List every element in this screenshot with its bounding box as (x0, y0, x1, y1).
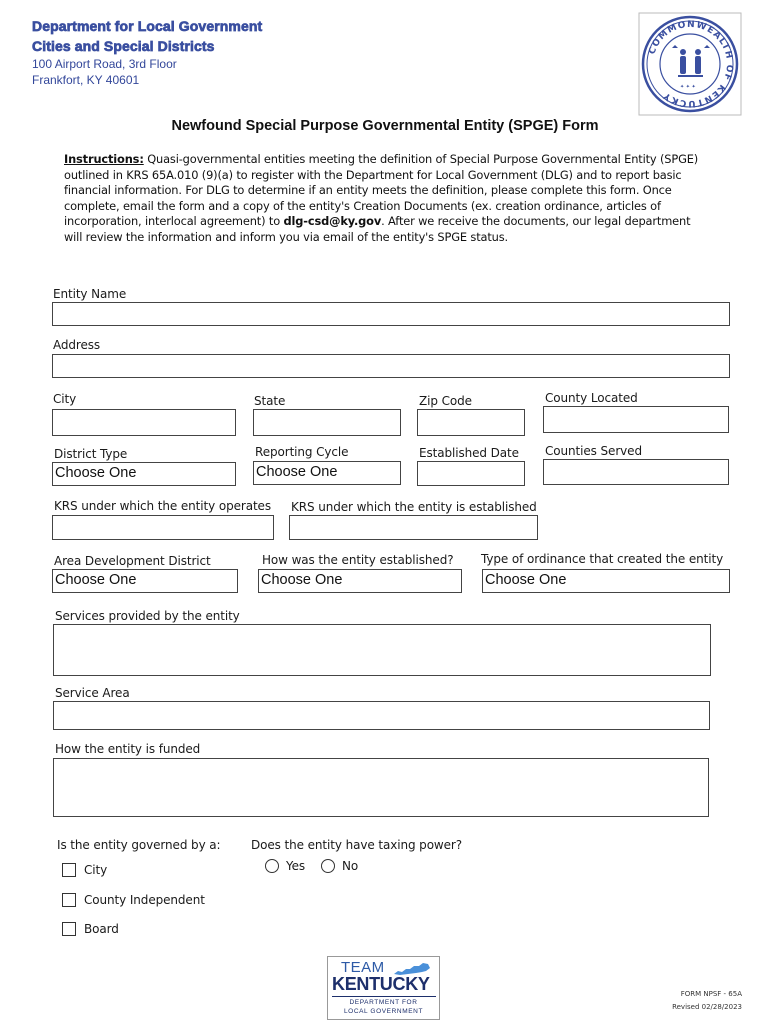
svg-text:COMMONWEALTH OF KENTUCKY: COMMONWEALTH OF KENTUCKY (647, 19, 735, 109)
state-input[interactable] (253, 409, 401, 436)
entity-name-input[interactable] (52, 302, 730, 326)
logo-team-text: TEAM (341, 959, 385, 976)
district-type-label: District Type (54, 447, 128, 461)
county-located-input[interactable] (543, 406, 729, 433)
funding-textarea[interactable] (53, 758, 709, 817)
established-date-label: Established Date (419, 446, 519, 460)
service-area-input[interactable] (53, 701, 710, 730)
kentucky-state-icon (392, 961, 432, 975)
counties-served-input[interactable] (543, 459, 729, 485)
logo-sub-line-1: DEPARTMENT FOR (349, 999, 418, 1006)
city-checkbox[interactable] (62, 863, 76, 877)
logo-kentucky-text: KENTUCKY (332, 974, 430, 994)
county-located-label: County Located (545, 391, 638, 405)
ordinance-type-label: Type of ordinance that created the entity (481, 552, 724, 566)
taxing-no-label: No (342, 859, 359, 873)
state-label: State (254, 394, 286, 408)
form-title: Newfound Special Purpose Governmental Entity (SPGE) Form (171, 118, 599, 134)
revised-date: Revised 02/28/2023 (672, 1003, 742, 1011)
city-label: City (53, 392, 77, 406)
city-checkbox-label: City (84, 863, 108, 877)
established-date-input[interactable] (417, 461, 525, 486)
instructions-label: Instructions: (64, 152, 144, 166)
counties-served-label: Counties Served (545, 444, 642, 458)
address-line-2: Frankfort, KY 40601 (32, 73, 140, 87)
zip-code-input[interactable] (417, 409, 525, 436)
how-established-label: How was the entity established? (262, 553, 454, 567)
county-independent-checkbox[interactable] (62, 893, 76, 907)
address-line-1: 100 Airport Road, 3rd Floor (32, 57, 177, 71)
services-textarea[interactable] (53, 624, 711, 676)
krs-operates-input[interactable] (52, 515, 274, 540)
krs-operates-label: KRS under which the entity operates (54, 499, 271, 513)
department-name: Department for Local Government (32, 18, 263, 34)
funding-label: How the entity is funded (55, 742, 201, 756)
how-established-select[interactable]: Choose One (258, 569, 462, 593)
team-kentucky-logo (327, 956, 440, 1020)
city-input[interactable] (52, 409, 236, 436)
services-label: Services provided by the entity (55, 609, 240, 623)
address-input[interactable] (52, 354, 730, 378)
board-checkbox[interactable] (62, 922, 76, 936)
entity-name-label: Entity Name (53, 287, 127, 301)
reporting-cycle-select[interactable]: Choose One (253, 461, 401, 485)
form-number: FORM NPSF - 65A (680, 990, 742, 998)
taxing-power-label: Does the entity have taxing power? (251, 838, 463, 852)
logo-divider (332, 996, 436, 997)
instructions: Instructions: Quasi-governmental entities meeting the definition of Special Purpose Governmental Entity (SPGE) outlined in KRS 65A.010 (9)(a) to register with the Department for Local Government (DLG) and to report basic financial information. For DLG to determine if an entity meets the definition, please complete this form. Once complete, email the form and a copy of the entity's Creation Documents (ex. creation ordinance, articles of incorporation, interlocal agreement) to dlg-csd@ky.gov. After we receive the documents, our legal department will review the information and inform you via email of the entity's SPGE status. (64, 152, 699, 244)
area-dev-district-label: Area Development District (54, 554, 211, 568)
county-independent-checkbox-label: County Independent (84, 893, 205, 907)
krs-established-label: KRS under which the entity is established (291, 500, 537, 514)
kentucky-seal (638, 12, 742, 116)
contact-email[interactable]: dlg-csd@ky.gov (283, 214, 382, 229)
zip-code-label: Zip Code (419, 394, 472, 408)
taxing-yes-radio[interactable] (265, 859, 279, 873)
governed-by-label: Is the entity governed by a: (57, 838, 221, 852)
ordinance-type-select[interactable]: Choose One (482, 569, 730, 593)
svg-text:✦ ✦ ✦: ✦ ✦ ✦ (680, 84, 696, 90)
service-area-label: Service Area (55, 686, 130, 700)
address-label: Address (53, 338, 101, 352)
area-dev-district-select[interactable]: Choose One (52, 569, 238, 593)
taxing-no-radio[interactable] (321, 859, 335, 873)
reporting-cycle-label: Reporting Cycle (255, 445, 349, 459)
taxing-yes-label: Yes (286, 859, 306, 873)
board-checkbox-label: Board (84, 922, 119, 936)
division-name: Cities and Special Districts (32, 38, 215, 54)
krs-established-input[interactable] (289, 515, 538, 540)
logo-sub-line-2: LOCAL GOVERNMENT (343, 1008, 424, 1015)
district-type-select[interactable]: Choose One (52, 462, 236, 486)
